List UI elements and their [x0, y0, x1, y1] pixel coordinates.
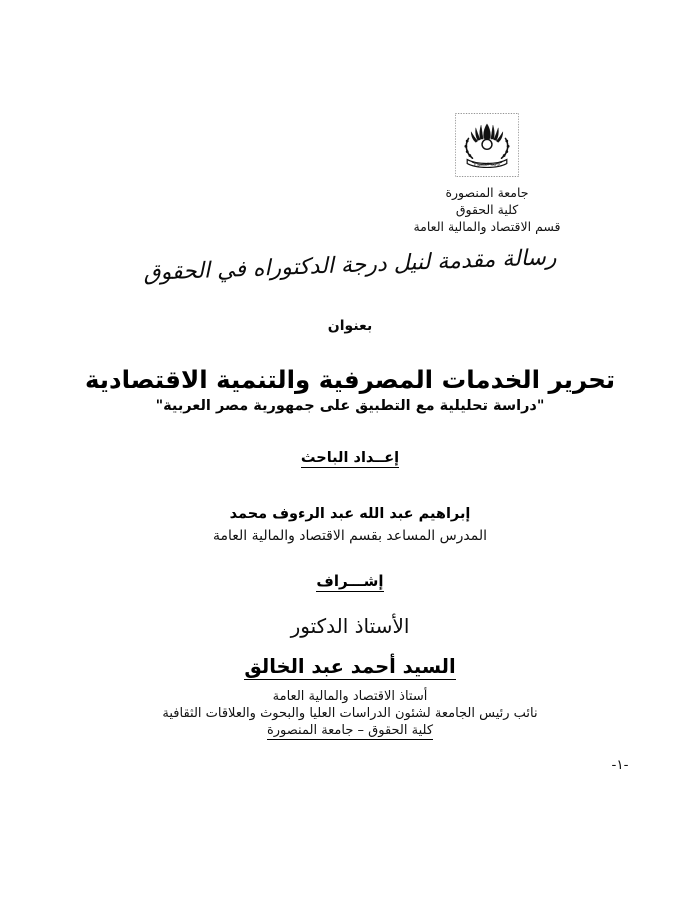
- researcher-role: المدرس المساعد بقسم الاقتصاد والمالية العامة: [212, 528, 488, 544]
- faculty-name: كلية الحقوق: [455, 202, 519, 217]
- supervision-label-text: إشـــراف: [316, 572, 384, 590]
- researcher-label: [0, 450, 700, 466]
- department-name: قسم الاقتصاد والمالية العامة: [413, 219, 561, 234]
- university-name: جامعة المنصورة: [445, 185, 529, 200]
- supervision-label: [0, 572, 700, 590]
- degree-statement: رسالة مقدمة لنيل درجة الدكتوراه في الحقوق: [143, 245, 557, 286]
- supervisor-name-text: السيد أحمد عبد الخالق: [244, 655, 456, 678]
- supervisor-credential-3-text: كلية الحقوق – جامعة المنصورة: [266, 723, 434, 738]
- page-number: -١-: [611, 757, 629, 773]
- page-subtitle: "دراسة تحليلية مع التطبيق على جمهورية مصر العربية": [155, 398, 545, 414]
- svg-text:جامعة المنصورة: جامعة المنصورة: [473, 161, 501, 167]
- supervisor-name: [0, 655, 700, 678]
- supervisor-credential-2: نائب رئيس الجامعة لشئون الدراسات العليا والبحوث والعلاقات الثقافية: [162, 706, 538, 721]
- supervisor-credential-3: [0, 722, 700, 739]
- researcher-label-text: إعــداد الباحث: [300, 450, 400, 466]
- supervisor-title: الأستاذ الدكتور: [290, 614, 410, 638]
- header-block: [362, 112, 612, 235]
- mansoura-university-emblem-icon: [454, 112, 520, 178]
- page-title: تحرير الخدمات المصرفية والتنمية الاقتصادية: [84, 365, 616, 395]
- supervisor-credential-1: أستاذ الاقتصاد والمالية العامة: [272, 689, 428, 704]
- title-label: بعنوان: [327, 318, 373, 334]
- researcher-name: إبراهيم عبد الله عبد الرءوف محمد: [229, 506, 471, 522]
